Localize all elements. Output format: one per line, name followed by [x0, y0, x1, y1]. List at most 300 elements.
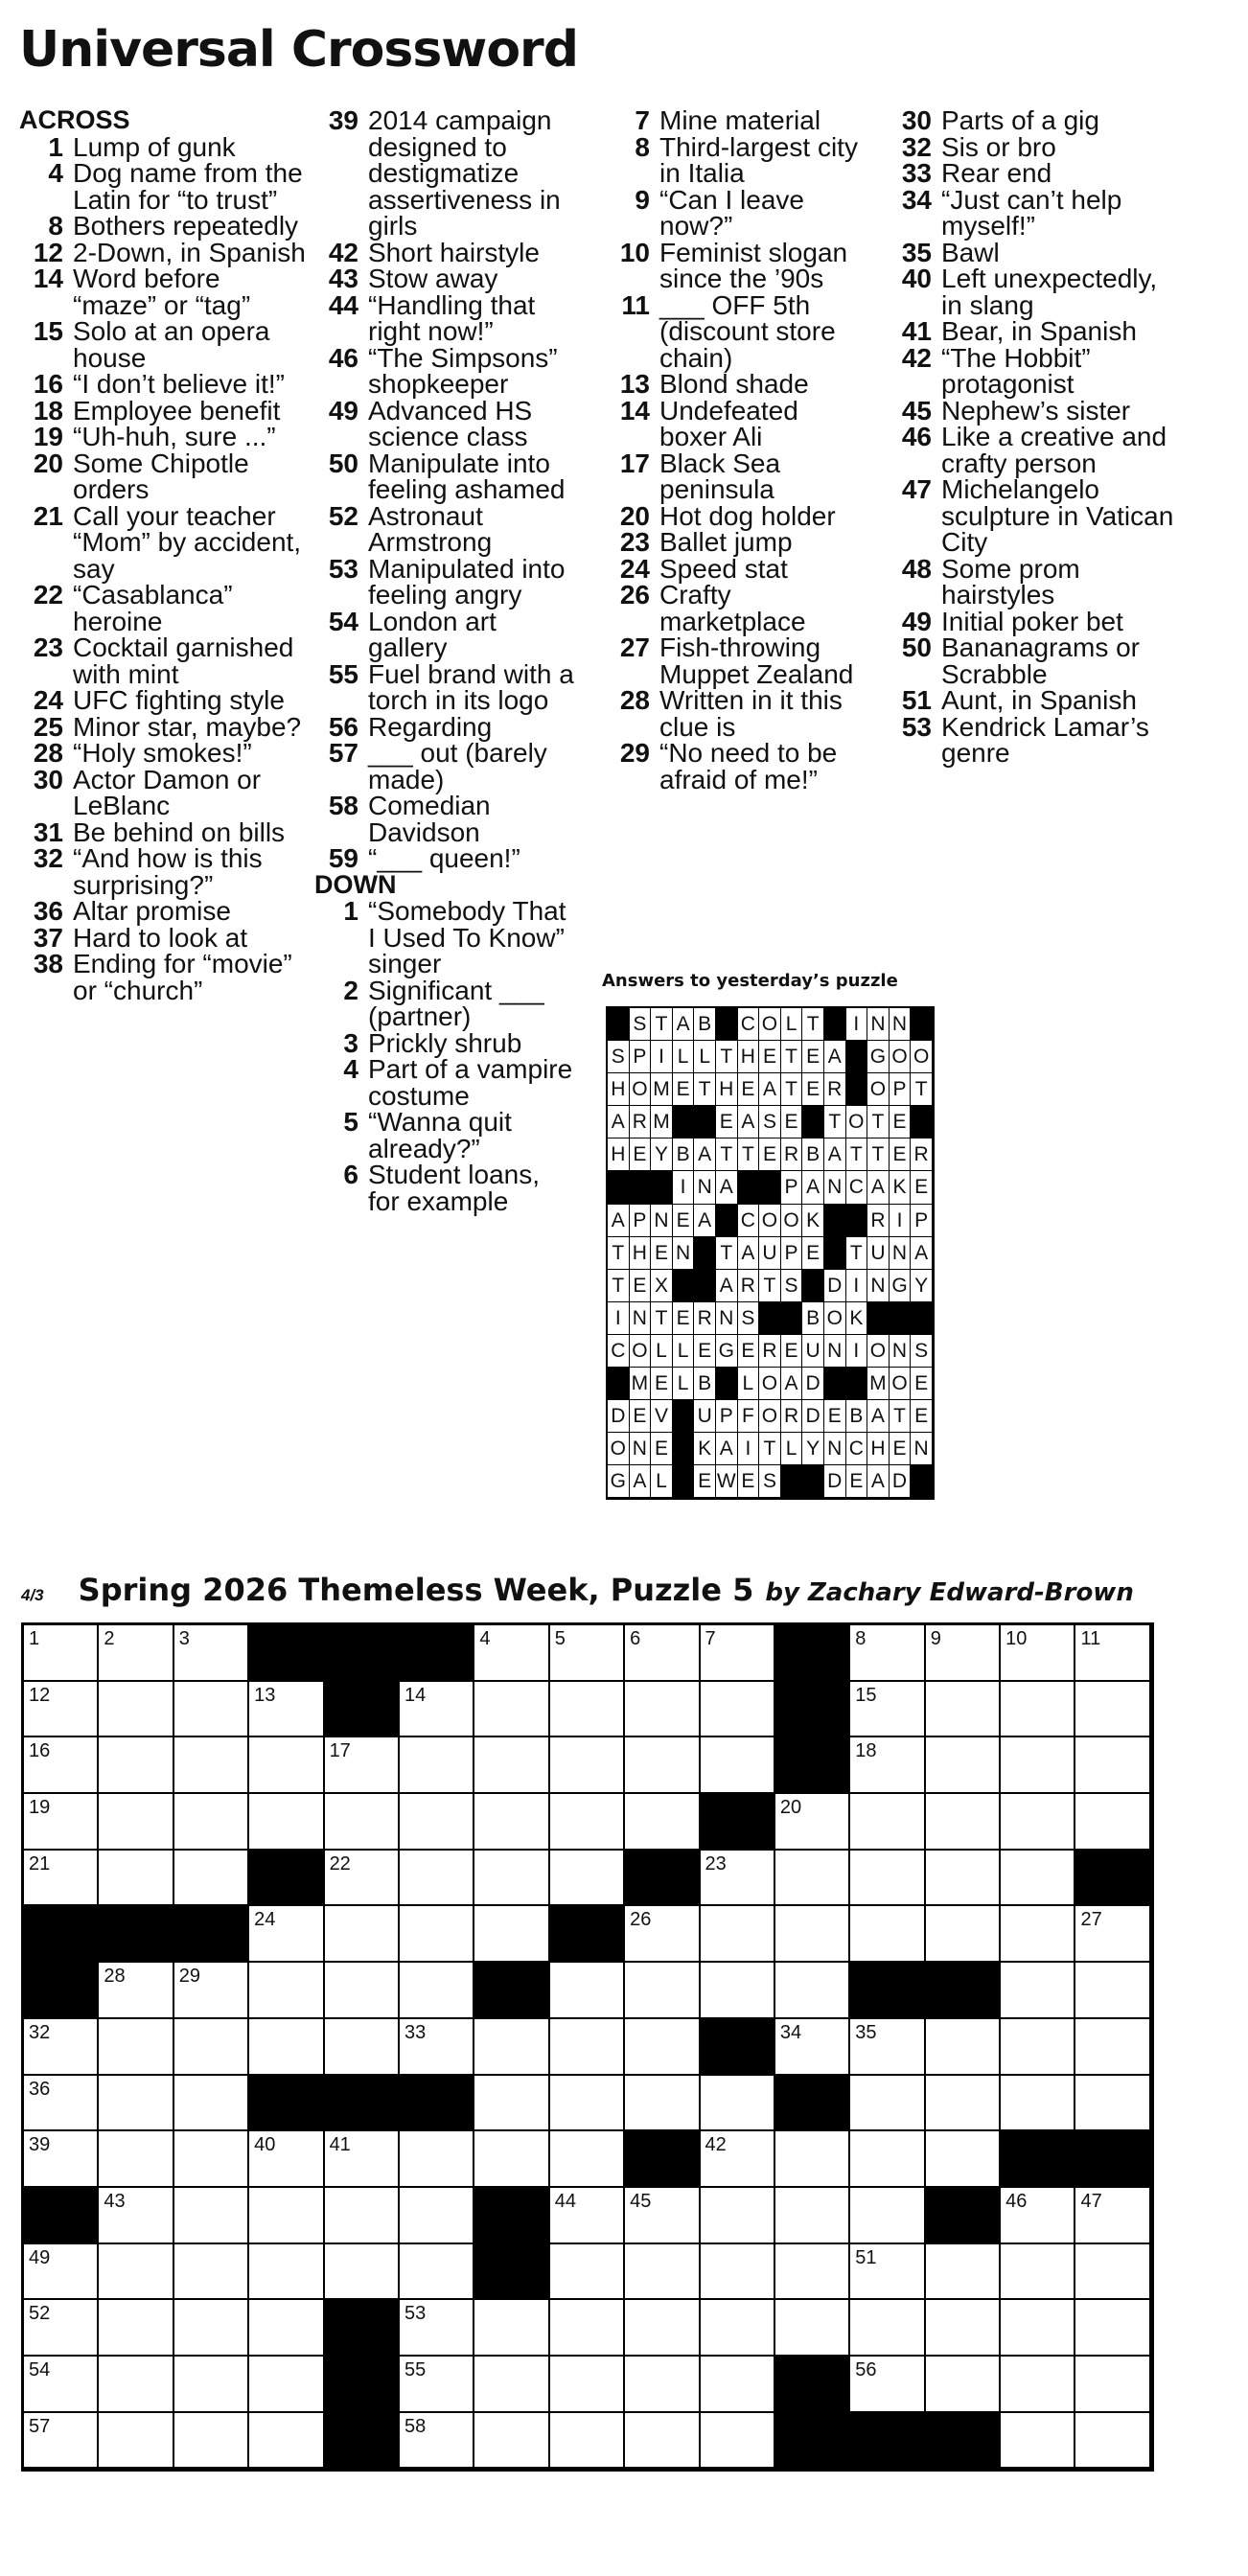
- grid-cell[interactable]: [174, 1682, 249, 1738]
- crossword-grid[interactable]: [21, 1622, 1154, 2472]
- grid-cell[interactable]: [99, 2076, 173, 2132]
- grid-cell[interactable]: [1075, 2244, 1150, 2301]
- clue-item[interactable]: [888, 131, 1175, 162]
- grid-cell[interactable]: [625, 1963, 700, 2019]
- answer-letter: E: [824, 1400, 846, 1433]
- grid-cell[interactable]: [400, 2131, 474, 2188]
- grid-cell[interactable]: [24, 2357, 99, 2413]
- clue-item[interactable]: [19, 634, 307, 687]
- grid-cell[interactable]: [174, 2076, 249, 2132]
- clue-item[interactable]: [888, 237, 1175, 267]
- grid-cell[interactable]: [325, 1906, 400, 1963]
- grid-cell[interactable]: [99, 1682, 173, 1738]
- grid-cell[interactable]: [625, 1682, 700, 1738]
- grid-cell[interactable]: [99, 2019, 173, 2076]
- grid-cell[interactable]: [474, 1625, 549, 1682]
- grid-cell[interactable]: [550, 2188, 625, 2244]
- clue-item[interactable]: [314, 395, 575, 451]
- grid-cell[interactable]: [850, 1737, 925, 1794]
- grid-cell[interactable]: [850, 1625, 925, 1682]
- clue-column-2: [314, 107, 575, 1214]
- clue-item[interactable]: [19, 582, 307, 634]
- grid-cell[interactable]: [99, 2413, 173, 2470]
- grid-cell[interactable]: [249, 2244, 324, 2301]
- grid-cell[interactable]: [850, 1682, 925, 1738]
- grid-cell[interactable]: [926, 2131, 1001, 2188]
- grid-cell[interactable]: [249, 2019, 324, 2076]
- grid-cell[interactable]: [1001, 1625, 1075, 1682]
- grid-cell[interactable]: [550, 2131, 625, 2188]
- grid-cell[interactable]: [174, 2300, 249, 2357]
- grid-cell[interactable]: [474, 2357, 549, 2413]
- grid-cell[interactable]: [325, 2131, 400, 2188]
- clue-item[interactable]: [314, 500, 575, 557]
- clue-item[interactable]: [314, 1027, 575, 1058]
- grid-cell[interactable]: [400, 1851, 474, 1907]
- clue-item[interactable]: [19, 265, 307, 318]
- grid-cell[interactable]: [249, 2357, 324, 2413]
- answer-letter: E: [651, 1237, 673, 1270]
- clue-item[interactable]: [19, 237, 307, 267]
- grid-cell[interactable]: [850, 2244, 925, 2301]
- grid-cell[interactable]: [24, 2019, 99, 2076]
- grid-cell[interactable]: [926, 2019, 1001, 2076]
- grid-cell[interactable]: [1001, 1682, 1075, 1738]
- grid-cell[interactable]: [24, 1851, 99, 1907]
- grid-cell[interactable]: [24, 2300, 99, 2357]
- grid-cell[interactable]: [850, 2019, 925, 2076]
- clue-item[interactable]: [314, 289, 575, 346]
- grid-cell[interactable]: [325, 1963, 400, 2019]
- grid-cell[interactable]: [400, 2413, 474, 2470]
- grid-cell[interactable]: [400, 2300, 474, 2357]
- grid-cell[interactable]: [99, 2188, 173, 2244]
- grid-cell[interactable]: [1075, 1737, 1150, 1794]
- grid-cell[interactable]: [926, 1737, 1001, 1794]
- grid-cell[interactable]: [174, 1794, 249, 1851]
- grid-cell[interactable]: [1001, 2357, 1075, 2413]
- clue-item[interactable]: [888, 606, 1175, 636]
- clue-item[interactable]: [314, 975, 575, 1031]
- clue-item[interactable]: [888, 342, 1175, 399]
- grid-cell[interactable]: [550, 2413, 625, 2470]
- grid-cell[interactable]: [249, 2300, 324, 2357]
- clue-item[interactable]: [19, 371, 307, 398]
- grid-cell[interactable]: [1075, 2019, 1150, 2076]
- grid-cell[interactable]: [400, 2188, 474, 2244]
- grid-cell[interactable]: [775, 2019, 850, 2076]
- answer-letter: M: [651, 1106, 673, 1138]
- grid-cell[interactable]: [325, 1737, 400, 1794]
- grid-cell[interactable]: [625, 2244, 700, 2301]
- clue-item[interactable]: [19, 160, 307, 213]
- grid-cell[interactable]: [174, 1963, 249, 2019]
- answer-block: [824, 1237, 846, 1270]
- grid-cell[interactable]: [325, 1851, 400, 1907]
- grid-cell[interactable]: [625, 2019, 700, 2076]
- clue-item[interactable]: [314, 1162, 575, 1214]
- grid-cell[interactable]: [550, 1851, 625, 1907]
- grid-cell[interactable]: [926, 1794, 1001, 1851]
- clue-item[interactable]: [314, 450, 575, 503]
- grid-cell[interactable]: [850, 1906, 925, 1963]
- answer-letter: A: [673, 1008, 695, 1041]
- grid-cell[interactable]: [550, 2076, 625, 2132]
- grid-cell[interactable]: [24, 2076, 99, 2132]
- answer-letter: S: [630, 1008, 652, 1041]
- grid-cell[interactable]: [625, 1794, 700, 1851]
- grid-cell[interactable]: [850, 1794, 925, 1851]
- grid-cell[interactable]: [926, 1625, 1001, 1682]
- grid-cell[interactable]: [850, 2188, 925, 2244]
- grid-cell[interactable]: [625, 1625, 700, 1682]
- grid-block: [1075, 1851, 1150, 1907]
- grid-cell[interactable]: [701, 2188, 775, 2244]
- clue-item[interactable]: [19, 131, 307, 162]
- grid-cell[interactable]: [625, 2300, 700, 2357]
- grid-cell[interactable]: [1075, 1794, 1150, 1851]
- clue-item[interactable]: [606, 371, 865, 398]
- grid-cell[interactable]: [625, 2076, 700, 2132]
- grid-cell[interactable]: [1001, 2188, 1075, 2244]
- grid-cell[interactable]: [174, 2188, 249, 2244]
- clue-item[interactable]: [888, 107, 1175, 134]
- grid-cell[interactable]: [1001, 2300, 1075, 2357]
- answer-letter: N: [890, 1335, 912, 1368]
- answer-letter: E: [911, 1368, 933, 1400]
- clue-item[interactable]: [314, 711, 575, 742]
- grid-cell[interactable]: [701, 2131, 775, 2188]
- clue-item[interactable]: [888, 424, 1175, 476]
- grid-cell[interactable]: [474, 2076, 549, 2132]
- grid-cell[interactable]: [926, 2300, 1001, 2357]
- answer-letter: E: [738, 1335, 760, 1368]
- grid-cell[interactable]: [926, 1682, 1001, 1738]
- clue-number: 11: [621, 289, 650, 320]
- clue-item[interactable]: [606, 500, 865, 531]
- grid-cell[interactable]: [775, 1794, 850, 1851]
- grid-cell[interactable]: [99, 2357, 173, 2413]
- grid-cell[interactable]: [99, 2244, 173, 2301]
- grid-cell[interactable]: [1001, 1851, 1075, 1907]
- clue-item[interactable]: [19, 711, 307, 742]
- grid-cell[interactable]: [701, 1625, 775, 1682]
- grid-cell[interactable]: [701, 2076, 775, 2132]
- grid-cell[interactable]: [24, 1794, 99, 1851]
- grid-cell[interactable]: [24, 1737, 99, 1794]
- grid-cell[interactable]: [550, 2357, 625, 2413]
- clue-item[interactable]: [606, 553, 865, 584]
- grid-cell[interactable]: [1001, 2076, 1075, 2132]
- answer-letter: O: [911, 1041, 933, 1073]
- clue-item[interactable]: [888, 634, 1175, 687]
- clue-item[interactable]: [19, 213, 307, 240]
- grid-cell[interactable]: [24, 2413, 99, 2470]
- grid-cell[interactable]: [625, 1737, 700, 1794]
- grid-cell[interactable]: [1001, 2413, 1075, 2470]
- answer-letter: R: [759, 1335, 781, 1368]
- clue-item[interactable]: [19, 816, 307, 847]
- grid-cell[interactable]: [400, 1906, 474, 1963]
- clue-item[interactable]: [606, 395, 865, 451]
- grid-cell[interactable]: [99, 1963, 173, 2019]
- grid-cell[interactable]: [249, 1682, 324, 1738]
- clue-item[interactable]: [606, 131, 865, 188]
- grid-cell[interactable]: [701, 2244, 775, 2301]
- grid-cell[interactable]: [174, 2357, 249, 2413]
- grid-cell[interactable]: [99, 1794, 173, 1851]
- answer-letter: X: [651, 1270, 673, 1302]
- grid-cell[interactable]: [550, 1963, 625, 2019]
- answer-block: [781, 1302, 803, 1335]
- grid-cell[interactable]: [850, 2357, 925, 2413]
- clue-item[interactable]: [19, 740, 307, 767]
- grid-cell[interactable]: [701, 2357, 775, 2413]
- clue-item[interactable]: [888, 395, 1175, 426]
- clue-item[interactable]: [606, 582, 865, 634]
- grid-cell[interactable]: [550, 1737, 625, 1794]
- clue-item[interactable]: [314, 845, 575, 872]
- grid-cell[interactable]: [400, 2357, 474, 2413]
- grid-cell[interactable]: [249, 1794, 324, 1851]
- clue-item[interactable]: [606, 237, 865, 293]
- grid-cell[interactable]: [174, 1851, 249, 1907]
- clue-item[interactable]: [888, 265, 1175, 318]
- cell-number: 13: [254, 1684, 276, 1706]
- grid-cell[interactable]: [550, 1625, 625, 1682]
- grid-cell[interactable]: [325, 2019, 400, 2076]
- clue-item[interactable]: [314, 606, 575, 662]
- grid-cell[interactable]: [625, 2357, 700, 2413]
- grid-block: [325, 2413, 400, 2470]
- clue-item[interactable]: [888, 318, 1175, 345]
- clue-item[interactable]: [314, 740, 575, 793]
- clue-number: 46: [901, 422, 932, 451]
- grid-cell[interactable]: [775, 2300, 850, 2357]
- clue-item[interactable]: [606, 450, 865, 503]
- clue-item[interactable]: [19, 318, 307, 371]
- grid-cell[interactable]: [24, 2131, 99, 2188]
- grid-cell[interactable]: [550, 1682, 625, 1738]
- grid-cell[interactable]: [474, 1682, 549, 1738]
- grid-cell[interactable]: [701, 1906, 775, 1963]
- clue-item[interactable]: [314, 898, 575, 978]
- grid-cell[interactable]: [926, 1851, 1001, 1907]
- grid-cell[interactable]: [249, 1963, 324, 2019]
- grid-block: [400, 1625, 474, 1682]
- grid-cell[interactable]: [701, 1851, 775, 1907]
- clue-item[interactable]: [314, 237, 575, 267]
- clue-number: 29: [619, 738, 650, 768]
- grid-cell[interactable]: [24, 1682, 99, 1738]
- grid-cell[interactable]: [625, 2188, 700, 2244]
- grid-cell[interactable]: [1001, 2244, 1075, 2301]
- grid-cell[interactable]: [400, 1963, 474, 2019]
- grid-cell[interactable]: [474, 1906, 549, 1963]
- grid-cell[interactable]: [24, 1625, 99, 1682]
- clue-text: “Just can’t help myself!”: [941, 184, 1122, 241]
- grid-cell[interactable]: [1001, 1963, 1075, 2019]
- clue-item[interactable]: [606, 107, 865, 134]
- grid-cell[interactable]: [249, 2413, 324, 2470]
- clue-text: Stow away: [368, 264, 498, 293]
- clue-item[interactable]: [606, 687, 865, 740]
- clue-item[interactable]: [888, 687, 1175, 714]
- grid-cell[interactable]: [1075, 1625, 1150, 1682]
- clue-item[interactable]: [314, 1109, 575, 1162]
- clue-item[interactable]: [314, 265, 575, 292]
- clue-item[interactable]: [19, 951, 307, 1003]
- clue-item[interactable]: [19, 845, 307, 898]
- grid-cell[interactable]: [550, 1794, 625, 1851]
- grid-cell[interactable]: [174, 2131, 249, 2188]
- answer-block: [911, 1465, 933, 1498]
- grid-cell[interactable]: [625, 2413, 700, 2470]
- clue-item[interactable]: [888, 184, 1175, 241]
- grid-cell[interactable]: [474, 2019, 549, 2076]
- grid-block: [325, 2076, 400, 2132]
- clue-item[interactable]: [606, 529, 865, 556]
- grid-cell[interactable]: [174, 1625, 249, 1682]
- clue-item[interactable]: [314, 342, 575, 399]
- grid-cell[interactable]: [701, 2413, 775, 2470]
- answer-letter: C: [738, 1205, 760, 1237]
- grid-cell[interactable]: [1075, 1963, 1150, 2019]
- grid-cell[interactable]: [99, 1625, 173, 1682]
- grid-cell[interactable]: [99, 1851, 173, 1907]
- grid-cell[interactable]: [550, 2019, 625, 2076]
- grid-cell[interactable]: [24, 2244, 99, 2301]
- grid-cell[interactable]: [1001, 1906, 1075, 1963]
- grid-cell[interactable]: [926, 2076, 1001, 2132]
- grid-cell[interactable]: [701, 1682, 775, 1738]
- cell-number: 20: [779, 1797, 802, 1819]
- clue-item[interactable]: [314, 793, 575, 845]
- clue-item[interactable]: [314, 658, 575, 715]
- grid-cell[interactable]: [400, 1794, 474, 1851]
- grid-cell[interactable]: [775, 2188, 850, 2244]
- puzzle-date: 4/3: [21, 1586, 44, 1604]
- grid-cell[interactable]: [474, 1737, 549, 1794]
- grid-cell[interactable]: [550, 2300, 625, 2357]
- clue-number: 46: [328, 342, 358, 373]
- grid-cell[interactable]: [1075, 2413, 1150, 2470]
- clue-item[interactable]: [606, 740, 865, 793]
- grid-cell[interactable]: [550, 2244, 625, 2301]
- grid-cell[interactable]: [850, 2076, 925, 2132]
- grid-cell[interactable]: [99, 1737, 173, 1794]
- grid-cell[interactable]: [926, 2357, 1001, 2413]
- clue-number: 20: [619, 500, 650, 531]
- grid-cell[interactable]: [174, 1737, 249, 1794]
- grid-cell[interactable]: [926, 1906, 1001, 1963]
- grid-cell[interactable]: [1075, 2076, 1150, 2132]
- clue-item[interactable]: [314, 1056, 575, 1109]
- cell-number: 1: [29, 1628, 40, 1649]
- grid-cell[interactable]: [99, 2131, 173, 2188]
- grid-cell[interactable]: [1001, 1794, 1075, 1851]
- clue-item[interactable]: [19, 500, 307, 584]
- grid-cell[interactable]: [775, 1906, 850, 1963]
- grid-cell[interactable]: [400, 2019, 474, 2076]
- grid-cell[interactable]: [474, 1851, 549, 1907]
- grid-cell[interactable]: [325, 1794, 400, 1851]
- answer-letter: R: [911, 1138, 933, 1171]
- clue-item[interactable]: [19, 687, 307, 714]
- grid-cell[interactable]: [325, 2244, 400, 2301]
- clue-item[interactable]: [314, 107, 575, 240]
- grid-cell[interactable]: [1075, 2300, 1150, 2357]
- grid-cell[interactable]: [775, 2131, 850, 2188]
- grid-cell[interactable]: [325, 2188, 400, 2244]
- grid-cell[interactable]: [775, 1851, 850, 1907]
- grid-cell[interactable]: [1075, 2357, 1150, 2413]
- grid-cell[interactable]: [850, 2131, 925, 2188]
- clue-item[interactable]: [19, 395, 307, 426]
- answer-letter: I: [608, 1302, 630, 1335]
- grid-cell[interactable]: [400, 1737, 474, 1794]
- grid-cell[interactable]: [474, 2300, 549, 2357]
- grid-cell[interactable]: [474, 2413, 549, 2470]
- grid-cell[interactable]: [174, 2019, 249, 2076]
- clue-item[interactable]: [19, 922, 307, 953]
- grid-cell[interactable]: [926, 2244, 1001, 2301]
- grid-cell[interactable]: [99, 2300, 173, 2357]
- grid-cell[interactable]: [1075, 1682, 1150, 1738]
- clue-number: 16: [33, 369, 63, 399]
- grid-cell[interactable]: [1001, 2019, 1075, 2076]
- grid-cell[interactable]: [1075, 1906, 1150, 1963]
- clue-item[interactable]: [888, 476, 1175, 556]
- clue-item[interactable]: [19, 424, 307, 450]
- grid-cell[interactable]: [625, 1906, 700, 1963]
- clue-item[interactable]: [19, 898, 307, 925]
- clue-item[interactable]: [19, 764, 307, 820]
- grid-cell[interactable]: [1001, 1737, 1075, 1794]
- grid-cell[interactable]: [775, 1963, 850, 2019]
- answer-letter: Y: [651, 1138, 673, 1171]
- grid-cell[interactable]: [249, 1737, 324, 1794]
- clue-item[interactable]: [888, 160, 1175, 187]
- grid-cell[interactable]: [249, 2131, 324, 2188]
- grid-cell[interactable]: [850, 1851, 925, 1907]
- answer-letter: P: [630, 1041, 652, 1073]
- grid-cell[interactable]: [1075, 2188, 1150, 2244]
- grid-cell[interactable]: [701, 2300, 775, 2357]
- grid-cell[interactable]: [474, 2131, 549, 2188]
- clue-item[interactable]: [888, 711, 1175, 768]
- grid-cell[interactable]: [701, 1963, 775, 2019]
- clue-item[interactable]: [19, 450, 307, 503]
- grid-cell[interactable]: [174, 2244, 249, 2301]
- clue-item[interactable]: [606, 289, 865, 373]
- grid-cell[interactable]: [850, 2300, 925, 2357]
- clue-item[interactable]: [314, 553, 575, 610]
- grid-cell[interactable]: [474, 1794, 549, 1851]
- grid-cell[interactable]: [701, 1737, 775, 1794]
- grid-cell[interactable]: [400, 2244, 474, 2301]
- clue-item[interactable]: [888, 553, 1175, 610]
- clue-item[interactable]: [606, 184, 865, 241]
- grid-cell[interactable]: [249, 1906, 324, 1963]
- grid-cell[interactable]: [775, 2244, 850, 2301]
- grid-cell[interactable]: [174, 2413, 249, 2470]
- grid-cell[interactable]: [249, 2188, 324, 2244]
- clue-item[interactable]: [606, 634, 865, 687]
- grid-cell[interactable]: [400, 1682, 474, 1738]
- answer-letter: B: [673, 1138, 695, 1171]
- clue-column-3: [606, 107, 865, 793]
